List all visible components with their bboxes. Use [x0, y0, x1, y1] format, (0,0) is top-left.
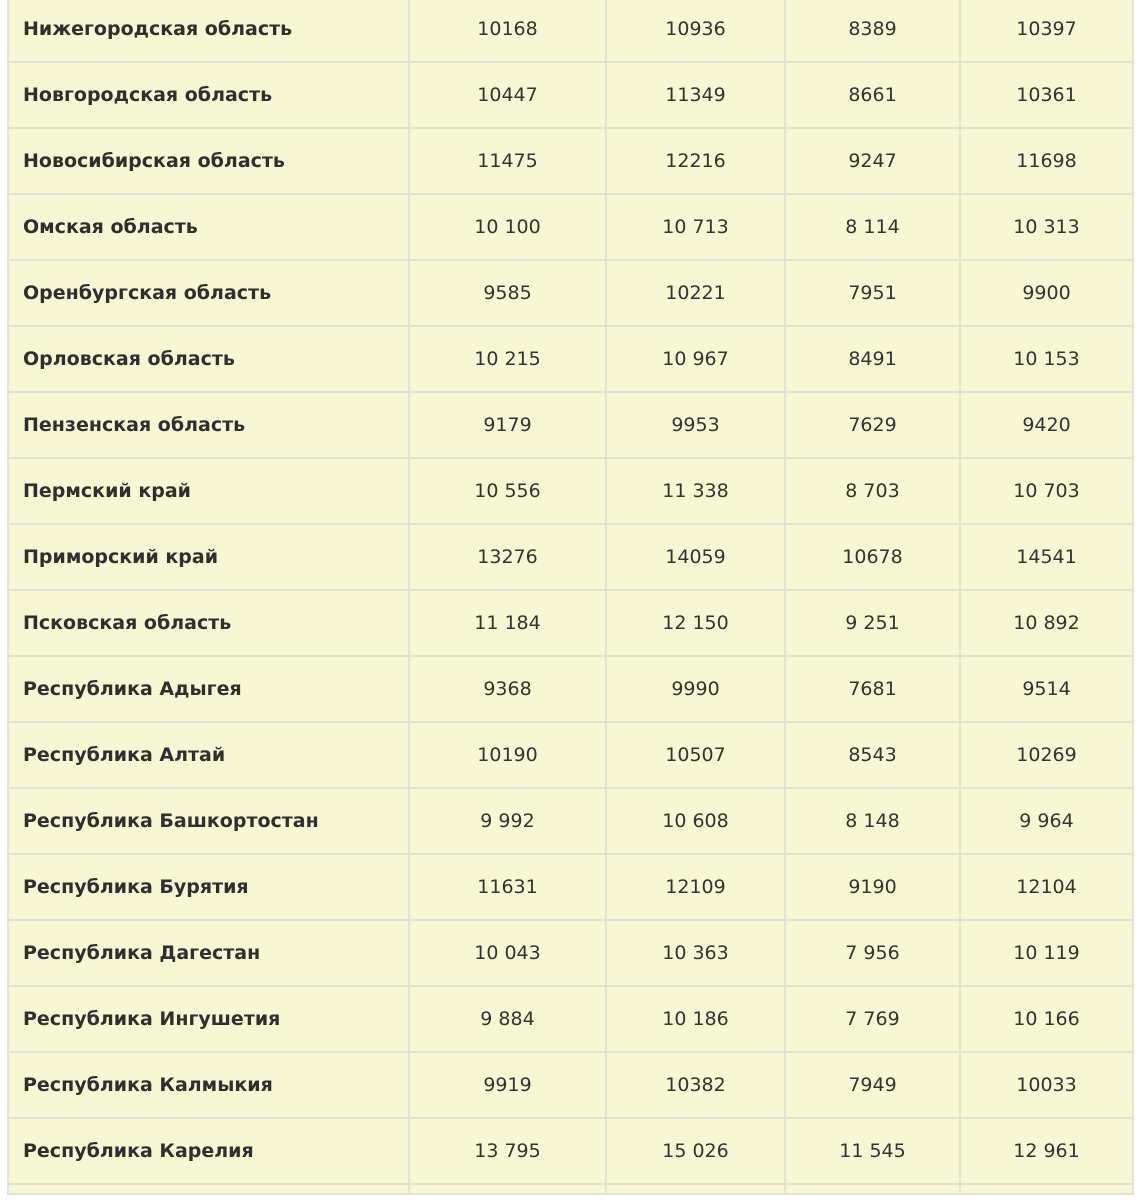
value-cell: 9 884 [409, 986, 606, 1052]
value-cell: 9900 [960, 260, 1133, 326]
region-name: Республика Бурятия [8, 854, 409, 920]
table-body [8, 0, 1133, 1194]
value-cell: 7949 [785, 1052, 960, 1118]
table-row-partial [8, 1184, 1133, 1194]
region-name: Республика Башкортостан [8, 788, 409, 854]
value-cell: 10382 [606, 1052, 785, 1118]
value-cell: 9179 [409, 392, 606, 458]
value-cell: 10507 [606, 722, 785, 788]
value-cell: 14541 [960, 524, 1133, 590]
value-cell: 9190 [785, 854, 960, 920]
value-cell: 7 769 [785, 986, 960, 1052]
value-cell: 9 992 [409, 788, 606, 854]
value-cell: 7 956 [785, 920, 960, 986]
value-cell: 9 251 [785, 590, 960, 656]
value-cell: 10 363 [606, 920, 785, 986]
table-row [8, 722, 1133, 788]
value-cell: 11 338 [606, 458, 785, 524]
table-row [8, 590, 1133, 656]
value-cell: 10 703 [960, 458, 1133, 524]
value-cell: 10 166 [960, 986, 1133, 1052]
value-cell: 12104 [960, 854, 1133, 920]
value-cell: 9990 [606, 656, 785, 722]
value-cell: 10269 [960, 722, 1133, 788]
value-cell: 10 556 [409, 458, 606, 524]
value-cell: 9420 [960, 392, 1133, 458]
subsistence-minimum-table [7, 0, 1134, 1195]
value-cell: 8 703 [785, 458, 960, 524]
value-cell: 8661 [785, 62, 960, 128]
empty-cell [409, 1184, 606, 1194]
value-cell: 10033 [960, 1052, 1133, 1118]
region-name: Республика Калмыкия [8, 1052, 409, 1118]
value-cell: 11698 [960, 128, 1133, 194]
value-cell: 7951 [785, 260, 960, 326]
value-cell: 10221 [606, 260, 785, 326]
region-name: Оренбургская область [8, 260, 409, 326]
table-row [8, 788, 1133, 854]
value-cell: 9514 [960, 656, 1133, 722]
table-row [8, 854, 1133, 920]
value-cell: 11 184 [409, 590, 606, 656]
region-name: Орловская область [8, 326, 409, 392]
value-cell: 8491 [785, 326, 960, 392]
value-cell: 8543 [785, 722, 960, 788]
value-cell: 9953 [606, 392, 785, 458]
value-cell: 10397 [960, 0, 1133, 62]
value-cell: 10 186 [606, 986, 785, 1052]
table-row [8, 0, 1133, 62]
value-cell: 10168 [409, 0, 606, 62]
subsistence-minimum-table-container [7, 0, 1132, 1195]
region-name: Новгородская область [8, 62, 409, 128]
table-row [8, 656, 1133, 722]
empty-cell [785, 1184, 960, 1194]
value-cell: 7681 [785, 656, 960, 722]
region-name: Пензенская область [8, 392, 409, 458]
region-name: Псковская область [8, 590, 409, 656]
table-row [8, 62, 1133, 128]
value-cell: 12109 [606, 854, 785, 920]
value-cell: 10447 [409, 62, 606, 128]
region-name: Республика Адыгея [8, 656, 409, 722]
region-name: Республика Карелия [8, 1118, 409, 1184]
value-cell: 10 153 [960, 326, 1133, 392]
value-cell: 7629 [785, 392, 960, 458]
value-cell: 10 100 [409, 194, 606, 260]
value-cell: 10 608 [606, 788, 785, 854]
value-cell: 8389 [785, 0, 960, 62]
value-cell: 10936 [606, 0, 785, 62]
value-cell: 10190 [409, 722, 606, 788]
value-cell: 8 148 [785, 788, 960, 854]
value-cell: 11349 [606, 62, 785, 128]
table-row [8, 1052, 1133, 1118]
table-row [8, 392, 1133, 458]
region-name: Омская область [8, 194, 409, 260]
table-row [8, 260, 1133, 326]
value-cell: 9919 [409, 1052, 606, 1118]
table-row [8, 128, 1133, 194]
value-cell: 10 713 [606, 194, 785, 260]
value-cell: 9 964 [960, 788, 1133, 854]
table-row [8, 458, 1133, 524]
value-cell: 11 545 [785, 1118, 960, 1184]
region-name: Пермский край [8, 458, 409, 524]
value-cell: 10 043 [409, 920, 606, 986]
table-row [8, 524, 1133, 590]
value-cell: 10678 [785, 524, 960, 590]
value-cell: 9368 [409, 656, 606, 722]
region-name: Нижегородская область [8, 0, 409, 62]
region-name: Приморский край [8, 524, 409, 590]
empty-cell [606, 1184, 785, 1194]
table-row [8, 194, 1133, 260]
table-row [8, 1118, 1133, 1184]
value-cell: 9247 [785, 128, 960, 194]
value-cell: 10 313 [960, 194, 1133, 260]
value-cell: 12 961 [960, 1118, 1133, 1184]
value-cell: 9585 [409, 260, 606, 326]
value-cell: 14059 [606, 524, 785, 590]
region-name: Республика Алтай [8, 722, 409, 788]
region-name: Республика Ингушетия [8, 986, 409, 1052]
value-cell: 10 967 [606, 326, 785, 392]
table-row [8, 920, 1133, 986]
table-row [8, 986, 1133, 1052]
empty-cell [960, 1184, 1133, 1194]
region-name: Новосибирская область [8, 128, 409, 194]
value-cell: 8 114 [785, 194, 960, 260]
value-cell: 11475 [409, 128, 606, 194]
table-row [8, 326, 1133, 392]
region-name: Республика Дагестан [8, 920, 409, 986]
value-cell: 15 026 [606, 1118, 785, 1184]
value-cell: 10361 [960, 62, 1133, 128]
value-cell: 12216 [606, 128, 785, 194]
value-cell: 11631 [409, 854, 606, 920]
value-cell: 13276 [409, 524, 606, 590]
value-cell: 10 119 [960, 920, 1133, 986]
value-cell: 12 150 [606, 590, 785, 656]
value-cell: 10 892 [960, 590, 1133, 656]
value-cell: 13 795 [409, 1118, 606, 1184]
empty-cell [8, 1184, 409, 1194]
value-cell: 10 215 [409, 326, 606, 392]
